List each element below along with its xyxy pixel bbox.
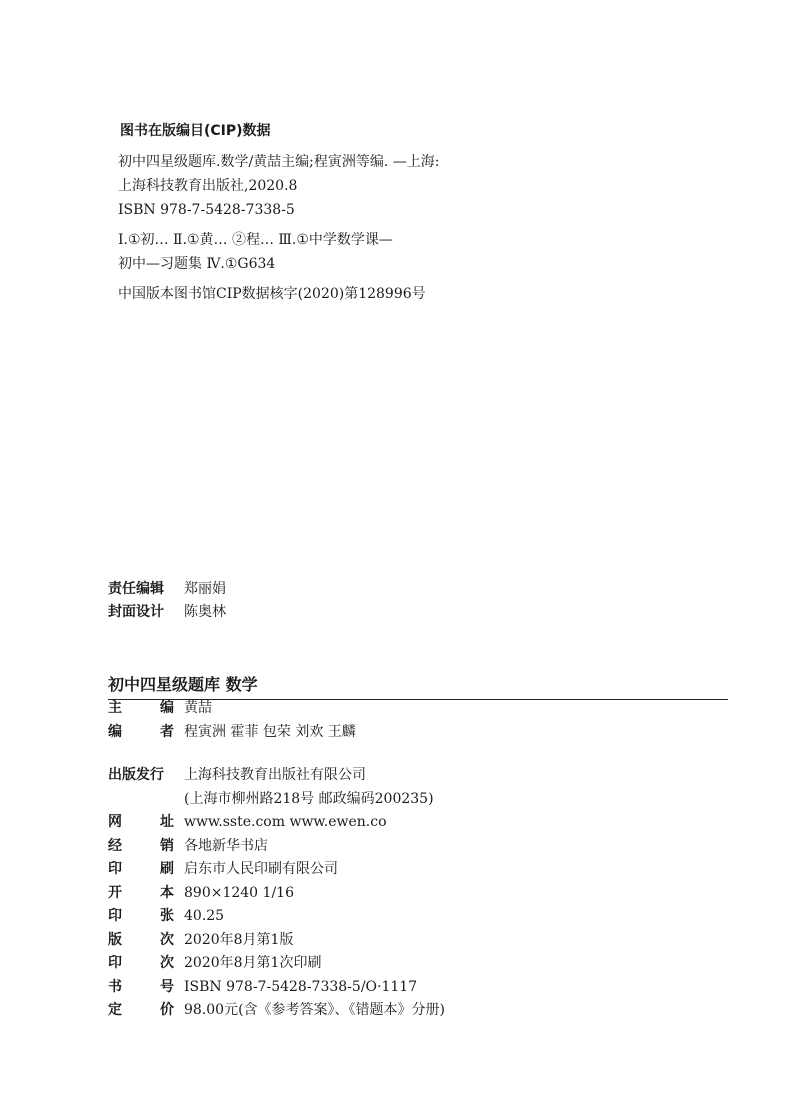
isbn-value: ISBN 978-7-5428-7338-5/O·1117 (184, 978, 418, 995)
editors-row (108, 721, 445, 745)
responsible-editor-row (108, 578, 226, 601)
distributor-row (108, 835, 445, 859)
responsible-editor-value: 郑丽娟 (184, 581, 226, 597)
publisher-row (108, 764, 445, 788)
edition-row (108, 929, 445, 953)
publisher-label: 出版发行 (108, 767, 164, 783)
cip-line-classification: Ⅰ.①初… Ⅱ.①黄… ②程… Ⅲ.①中学数学课— (118, 232, 393, 248)
sheets-row (108, 905, 445, 929)
cip-title: 图书在版编目(CIP)数据 (120, 123, 271, 139)
printer-label: 印 刷 (108, 861, 174, 877)
sheets-value: 40.25 (184, 908, 225, 924)
edition-value: 2020年8月第1版 (184, 931, 294, 948)
impression-value: 2020年8月第1次印刷 (184, 955, 322, 971)
chief-editor-row (108, 697, 445, 721)
impression-label: 印 次 (108, 955, 174, 971)
responsibility-block (108, 578, 226, 624)
publication-credits (108, 697, 445, 1023)
format-row (108, 882, 445, 906)
format-value: 890×1240 1/16 (184, 884, 294, 901)
cover-design-label: 封面设计 (108, 604, 164, 620)
printer-value: 启东市人民印刷有限公司 (184, 861, 338, 877)
cip-line-publisher: 上海科技教育出版社,2020.8 (118, 178, 298, 194)
format-label: 开 本 (108, 884, 174, 901)
editors-value: 程寅洲 霍菲 包荣 刘欢 王麟 (184, 723, 356, 740)
isbn-label: 书 号 (108, 978, 174, 995)
book-title: 初中四星级题库 数学 (108, 675, 258, 694)
distributor-value: 各地新华书店 (184, 837, 268, 854)
cip-line-classification-cont: 初中—习题集 Ⅳ.①G634 (118, 256, 276, 272)
publisher-address-row (108, 788, 445, 812)
price-label: 定 价 (108, 1002, 174, 1018)
cip-line-isbn: ISBN 978-7-5428-7338-5 (118, 202, 295, 218)
price-value: 98.00元(含《参考答案》、《错题本》分册) (184, 1002, 446, 1018)
cip-data-block (118, 120, 758, 306)
cover-design-value: 陈奥林 (184, 604, 226, 620)
printer-row (108, 858, 445, 882)
website-row (108, 811, 445, 835)
impression-row (108, 952, 445, 976)
edition-label: 版 次 (108, 931, 174, 948)
price-row (108, 999, 445, 1023)
chief-editor-value: 黄喆 (184, 700, 212, 716)
sheets-label: 印 张 (108, 908, 174, 924)
chief-editor-label: 主 编 (108, 700, 174, 716)
website-label: 网 址 (108, 814, 174, 830)
website-value: www.sste.com www.ewen.co (184, 814, 387, 830)
editors-label: 编 者 (108, 723, 174, 740)
responsible-editor-label: 责任编辑 (108, 581, 164, 597)
publisher-value: 上海科技教育出版社有限公司 (184, 767, 366, 783)
isbn-row (108, 976, 445, 1000)
distributor-label: 经 销 (108, 837, 174, 854)
cover-design-row (108, 601, 226, 624)
publisher-address: (上海市柳州路218号 邮政编码200235) (184, 790, 434, 807)
cip-line-record-number: 中国版本图书馆CIP数据核字(2020)第128996号 (118, 286, 426, 302)
cip-line-title-author: 初中四星级题库.数学/黄喆主编;程寅洲等编. —上海: (118, 154, 440, 170)
